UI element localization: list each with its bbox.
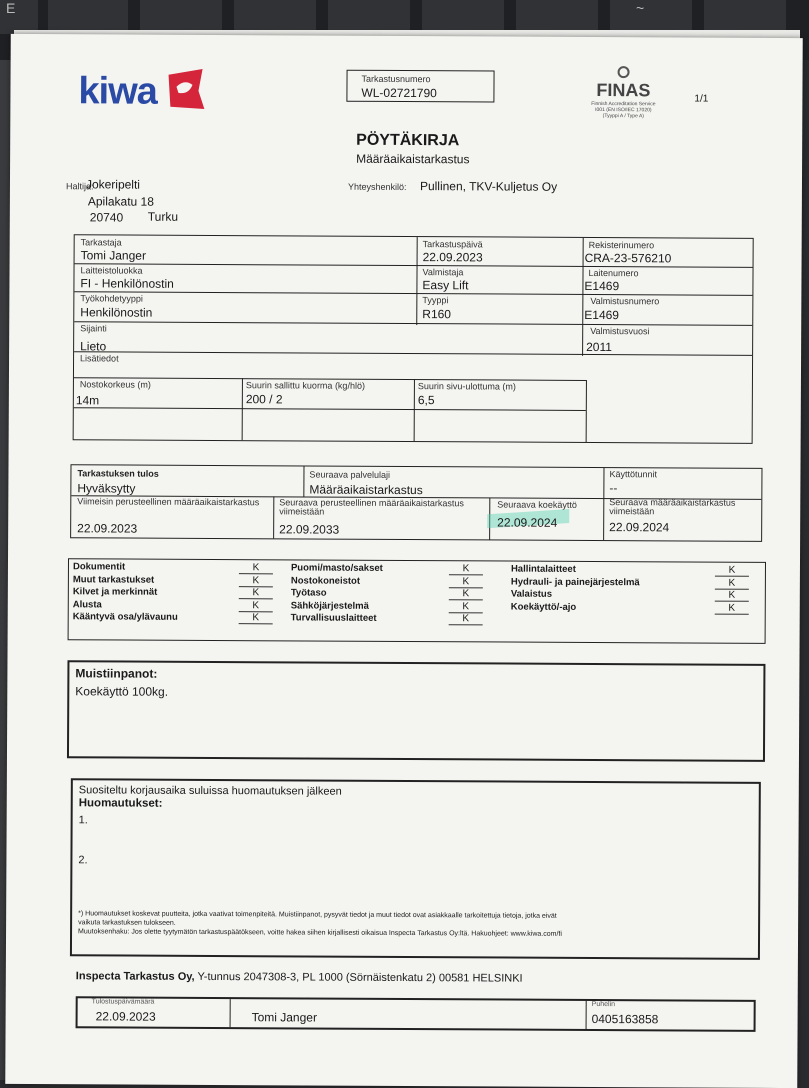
operating-hours-value: -- [609, 481, 618, 496]
check-item-status: K [239, 587, 273, 599]
notes-text: Koekäyttö 100kg. [75, 684, 169, 699]
inspection-number-value: WL-02721790 [361, 85, 437, 101]
manufacturer-value: Easy Lift [422, 278, 469, 293]
company-info [76, 970, 523, 984]
document-subtitle: Määräaikaistarkastus [356, 151, 470, 167]
next-thorough-label: Seuraava perusteellinen määräaikaistarkastus viimeistään [279, 497, 464, 517]
contact-value: Pullinen, TKV-Kuljetus Oy [419, 179, 558, 194]
keyboard-key [704, 0, 786, 34]
next-periodic-value: 22.09.2024 [609, 520, 670, 535]
model-value: R160 [422, 307, 452, 322]
keyboard-key [610, 0, 692, 34]
inspection-result-table [70, 464, 762, 542]
location-label: Sijainti [80, 323, 107, 334]
kiwa-logo-text: kiwa [78, 70, 157, 113]
contact-label: Yhteyshenkilö: [347, 181, 407, 193]
check-item-label: Turvallisuuslaitteet [290, 612, 377, 624]
check-item-label: Muut tarkastukset [72, 573, 155, 586]
check-item-status: K [449, 601, 483, 613]
owner-street: Apilakatu 18 [87, 194, 154, 209]
check-item-label: Dokumentit [72, 561, 126, 573]
additional-info-label: Lisätiedot [80, 353, 119, 364]
inspection-date-label: Tarkastuspäivä [422, 239, 483, 250]
check-item-label: Puomi/masto/sakset [290, 562, 383, 574]
max-load-label: Suurin sallittu kuorma (kg/hlö) [245, 380, 366, 391]
inspector-label: Tarkastaja [80, 237, 122, 248]
phone-value: 0405163858 [591, 1011, 659, 1027]
next-test-run-value: 22.09.2024 [497, 515, 558, 530]
check-item-label: Hydrauli- ja painejärjestelmä [510, 576, 640, 588]
keyboard-key [422, 0, 504, 34]
check-item-label: Hallintalaitteet [510, 563, 576, 575]
lift-height-label: Nostokorkeus (m) [79, 379, 151, 390]
signer-name: Tomi Janger [251, 1010, 318, 1025]
check-item-status: K [239, 562, 273, 574]
next-service-value: Määräaikaistarkastus [309, 482, 423, 498]
result-value: Hyväksytty [77, 481, 136, 496]
check-item-status: K [239, 600, 273, 612]
remark-item-2: 2. [78, 854, 88, 867]
finas-logo [582, 65, 664, 119]
inspector-value: Tomi Janger [80, 248, 147, 263]
check-item-status: K [239, 575, 273, 587]
check-item-status: K [715, 577, 749, 589]
device-number-value: E1469 [584, 278, 620, 294]
check-item-status: K [449, 576, 483, 588]
inspection-number-box [346, 70, 494, 103]
check-item-status: K [239, 612, 273, 624]
owner-city: Turku [147, 209, 179, 224]
keyboard-key [234, 0, 316, 34]
check-item-label: Työtaso [290, 587, 327, 599]
equipment-class-label: Laitteistoluokka [80, 265, 143, 276]
check-item-status: K [449, 588, 483, 600]
manufacture-year-label: Valmistusvuosi [590, 325, 650, 337]
work-type-value: Henkilönostin [80, 305, 153, 320]
notes-label: Muistiinpanot: [75, 666, 158, 681]
check-item-label: Valaistus [510, 588, 553, 600]
notes-box [67, 660, 766, 762]
inspection-date-value: 22.09.2023 [422, 250, 483, 265]
location-value: Lieto [80, 339, 107, 354]
inspection-number-label: Tarkastusnumero [361, 73, 431, 85]
equipment-class-value: FI - Henkilönostin [80, 276, 174, 291]
keyboard-key [516, 0, 598, 34]
operating-hours-label: Käyttötunnit [609, 469, 658, 480]
next-service-label: Seuraava palvelulaji [309, 469, 391, 480]
remarks-footnote-2: vaikuta tarkastuksen tulokseen. [78, 919, 176, 927]
keyboard-glyph: ~ [636, 0, 645, 16]
owner-postal: 20740 [89, 210, 124, 225]
check-item-status: K [449, 563, 483, 575]
work-type-label: Työkohdetyyppi [80, 293, 143, 304]
inspection-checks-table [68, 558, 766, 644]
keyboard-key [140, 0, 222, 34]
device-number-label: Laitenumero [588, 267, 639, 279]
print-date-label: Tulostuspäivämäärä [91, 998, 155, 1006]
next-thorough-value: 22.09.2033 [279, 522, 340, 537]
check-item-label: Kilvet ja merkinnät [72, 586, 158, 598]
remarks-footnote-1: *) Huomautukset koskevat puutteita, jotka vaativat toimenpiteitä. Muistiinpanot, pysyvät tiedot ja muut tiedot ovat asiakkaalle tarkoitettuja tietoja, jotka eivät [78, 910, 557, 920]
last-thorough-label: Viimeisin perusteellinen määräaikaistarkastus [77, 496, 260, 508]
registration-value: CRA-23-576210 [584, 250, 672, 266]
device-info-table [73, 234, 754, 444]
finas-crown-icon [617, 65, 631, 79]
keyboard-glyph: E [6, 0, 16, 16]
serial-label: Valmistusnumero [590, 295, 660, 307]
registration-label: Rekisterinumero [588, 239, 655, 251]
check-item-label: Koekäyttö/-ajo [510, 601, 577, 613]
check-item-status: K [715, 602, 749, 614]
next-periodic-label: Seuraava määräaikaistarkastus viimeistään [609, 497, 736, 517]
remarks-footnote-3: Muutoksenhaku: Jos olette tyytymätön tarkastuspäätökseen, voitte hakea siihen kirjallisesti oikaisua Inspecta Tarkastus Oy:ltä. Hakuohjeet: www.kiwa.com/fi [78, 928, 562, 938]
check-item-status: K [715, 565, 749, 577]
company-details: Y-tunnus 2047308-3, PL 1000 (Sörnäistenkatu 2) 00581 HELSINKI [197, 970, 523, 985]
remarks-box [70, 778, 761, 960]
result-label: Tarkastuksen tulos [77, 468, 159, 479]
finas-sub2: I001 (EN ISO/IEC 17020) [595, 106, 652, 114]
finas-logo-text: FINAS [596, 80, 651, 101]
finas-sub1: Finnish Accreditation Service [591, 100, 656, 108]
lift-height-value: 14m [75, 393, 100, 408]
max-reach-label: Suurin sivu-ulottuma (m) [417, 381, 516, 392]
keyboard-key [328, 0, 410, 34]
remark-item-1: 1. [78, 814, 88, 827]
check-item-label: Sähköjärjestelmä [290, 599, 369, 612]
check-item-label: Nostokoneistot [290, 574, 361, 587]
owner-name: Jokeripelti [85, 177, 141, 192]
print-date-value: 22.09.2023 [95, 1009, 156, 1024]
owner-label: Haltija: [65, 181, 94, 192]
manufacturer-label: Valmistaja [422, 267, 464, 278]
next-test-run-label: Seuraava koekäyttö [497, 499, 577, 510]
check-item-label: Kääntyvä osa/ylävaunu [72, 611, 178, 623]
manufacture-year-value: 2011 [586, 339, 612, 355]
page-number: 1/1 [694, 93, 709, 105]
company-name: Inspecta Tarkastus Oy, [75, 970, 195, 983]
inspection-document [5, 34, 802, 1088]
check-item-label: Alusta [72, 598, 102, 610]
finas-sub3: (Tyyppi A / Type A) [602, 113, 645, 120]
model-label: Tyyppi [422, 295, 449, 306]
serial-value: E1469 [584, 307, 620, 323]
max-reach-value: 6,5 [417, 393, 435, 408]
check-item-status: K [449, 613, 483, 625]
keyboard-key [48, 0, 128, 34]
kiwa-flag-icon [166, 69, 206, 111]
last-thorough-value: 22.09.2023 [77, 521, 138, 536]
max-load-value: 200 / 2 [245, 392, 283, 407]
check-item-status: K [715, 590, 749, 602]
phone-label: Puhelin [591, 1000, 616, 1009]
signature-table [76, 996, 756, 1032]
document-title: PÖYTÄKIRJA [356, 131, 460, 150]
remarks-label: Huomautukset: [78, 797, 163, 810]
kiwa-logo [78, 70, 157, 113]
remarks-intro: Suositeltu korjausaika suluissa huomautuksen jälkeen [78, 784, 342, 798]
